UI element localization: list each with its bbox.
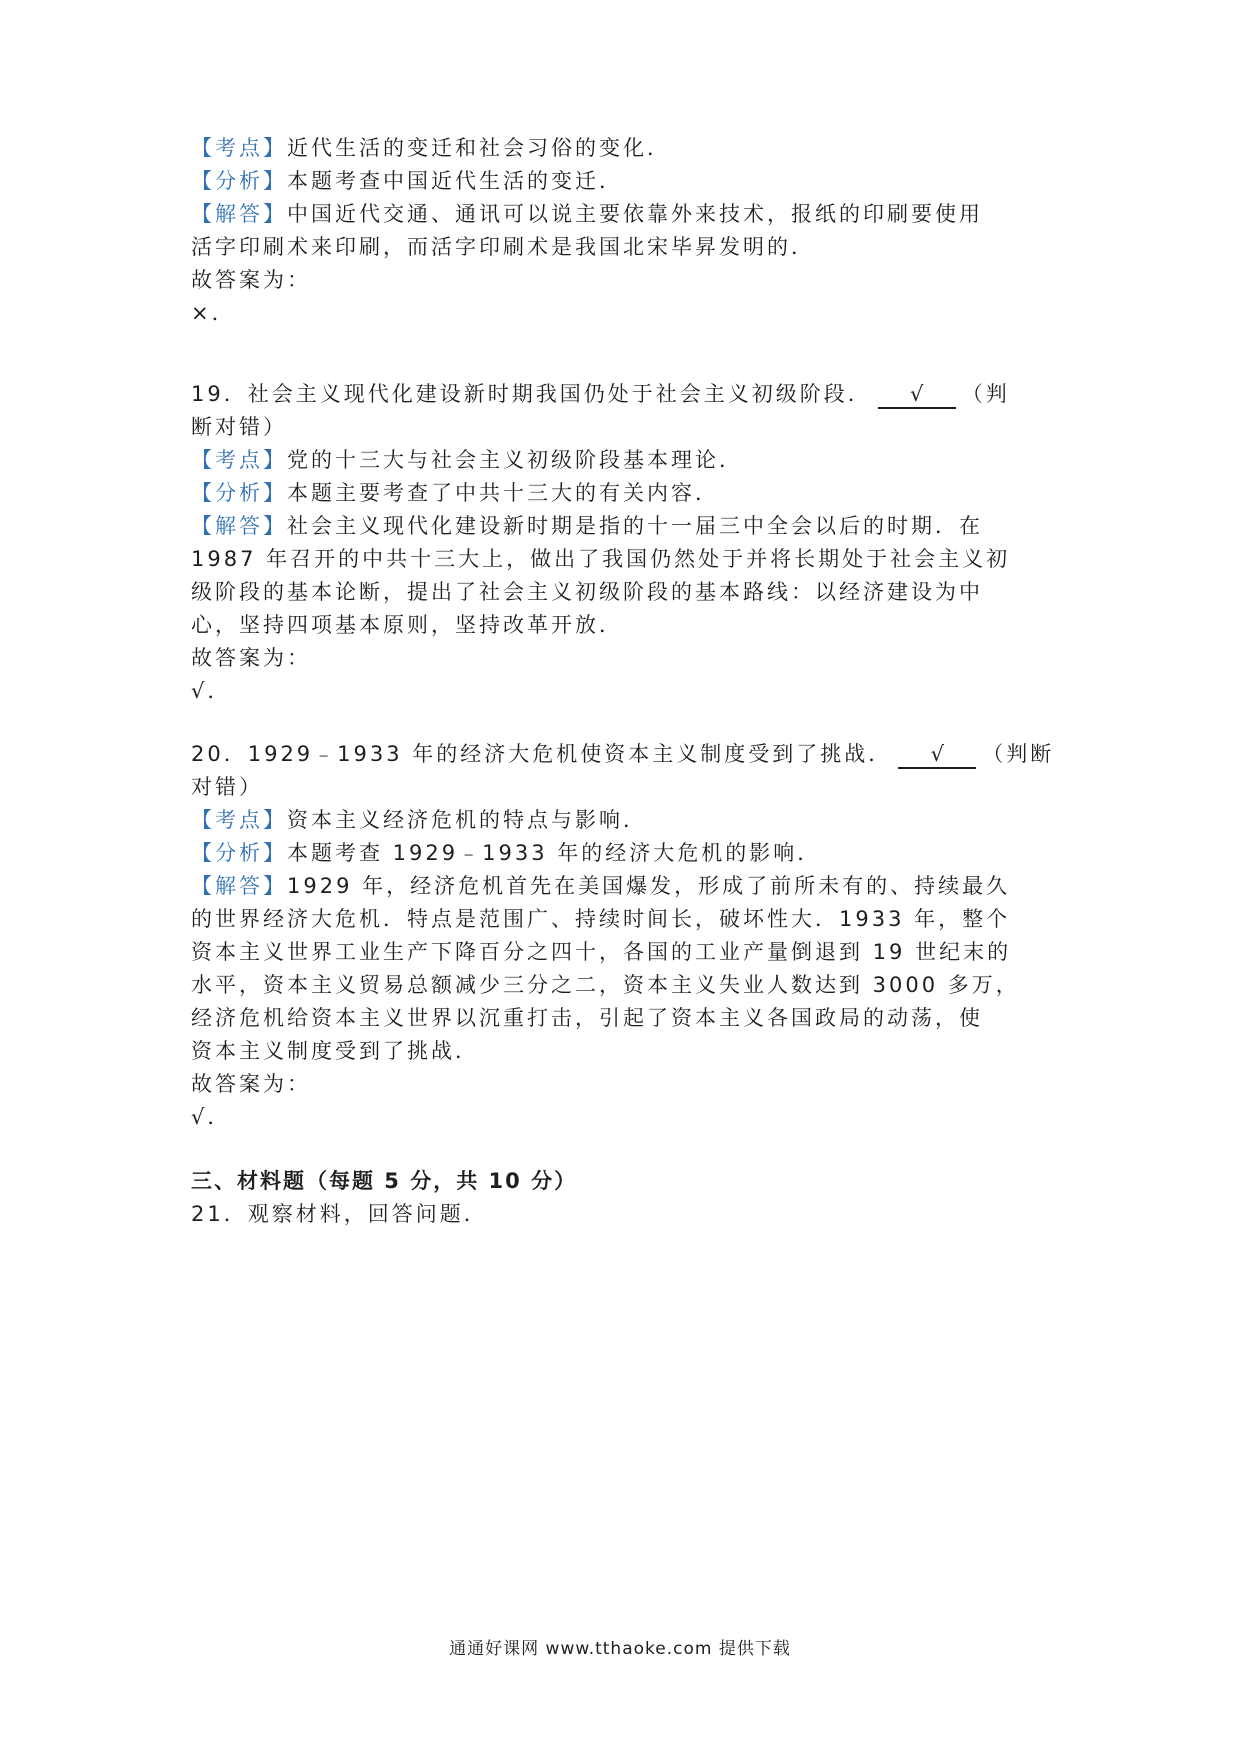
q19-judge-b: 断对错） <box>191 415 287 439</box>
page-footer: 通通好课网 www.tthaoke.com 提供下载 <box>449 1639 791 1659</box>
jieda-text: 1929 年，经济危机首先在美国爆发，形成了前所未有的、持续最久 <box>287 874 1011 898</box>
jieda-text: 中国近代交通、通讯可以说主要依靠外来技术，报纸的印刷要使用 <box>287 202 983 226</box>
q18-kaodian <box>191 132 1059 165</box>
q19-stem <box>191 378 1059 411</box>
q19-answer-blank: √ <box>878 381 956 409</box>
jieda-tag: 【解答】 <box>191 202 287 226</box>
q18-fenxi <box>191 165 1059 198</box>
jieda-tag: 【解答】 <box>191 514 287 538</box>
q20-jieda-line5: 经济危机给资本主义世界以沉重打击，引起了资本主义各国政局的动荡，使 <box>191 1006 983 1030</box>
fenxi-text: 本题考查中国近代生活的变迁． <box>287 169 623 193</box>
kaodian-tag: 【考点】 <box>191 136 287 160</box>
q20-answer-label: 故答案为： <box>191 1072 311 1096</box>
fenxi-text: 本题主要考查了中共十三大的有关内容． <box>287 481 719 505</box>
kaodian-tag: 【考点】 <box>191 808 287 832</box>
q18-answer-label: 故答案为： <box>191 268 311 292</box>
fenxi-tag: 【分析】 <box>191 169 287 193</box>
jieda-text: 社会主义现代化建设新时期是指的十一届三中全会以后的时期．在 <box>287 514 983 538</box>
q19-fenxi <box>191 477 1059 510</box>
q21-stem: 21．观察材料，回答问题． <box>191 1202 488 1226</box>
kaodian-tag: 【考点】 <box>191 448 287 472</box>
q20-fenxi <box>191 837 1059 870</box>
q19-answer: √． <box>191 679 232 703</box>
q19-judge-a: （判 <box>961 382 1010 406</box>
q20-stem <box>191 738 1059 771</box>
q18-answer: ×． <box>191 301 236 325</box>
q20-jieda-line3: 资本主义世界工业生产下降百分之四十，各国的工业产量倒退到 19 世纪末的 <box>191 940 1012 964</box>
fenxi-tag: 【分析】 <box>191 841 287 865</box>
kaodian-text: 资本主义经济危机的特点与影响． <box>287 808 647 832</box>
q20-jieda-line4: 水平，资本主义贸易总额减少三分之二，资本主义失业人数达到 3000 多万， <box>191 973 1020 997</box>
q19-answer-label: 故答案为： <box>191 646 311 670</box>
q19-stem-text: 19．社会主义现代化建设新时期我国仍处于社会主义初级阶段． <box>191 382 872 406</box>
q20-answer: √． <box>191 1105 232 1129</box>
kaodian-text: 近代生活的变迁和社会习俗的变化． <box>287 136 671 160</box>
q20-jieda <box>191 870 1059 903</box>
q19-kaodian <box>191 444 1059 477</box>
q19-jieda-line2: 1987 年召开的中共十三大上，做出了我国仍然处于并将长期处于社会主义初 <box>191 547 1011 571</box>
q18-jieda-line2: 活字印刷术来印刷，而活字印刷术是我国北宋毕昇发明的． <box>191 235 815 259</box>
jieda-tag: 【解答】 <box>191 874 287 898</box>
q19-jieda-line4: 心，坚持四项基本原则，坚持改革开放． <box>191 613 623 637</box>
q20-judge-a: （判断 <box>982 742 1055 766</box>
q20-kaodian <box>191 804 1059 837</box>
fenxi-text: 本题考查 1929﹣1933 年的经济大危机的影响． <box>287 841 822 865</box>
q19-jieda-line3: 级阶段的基本论断，提出了社会主义初级阶段的基本路线：以经济建设为中 <box>191 580 983 604</box>
section3-heading: 三、材料题（每题 5 分，共 10 分） <box>191 1169 578 1193</box>
q18-jieda <box>191 198 1059 231</box>
fenxi-tag: 【分析】 <box>191 481 287 505</box>
kaodian-text: 党的十三大与社会主义初级阶段基本理论． <box>287 448 743 472</box>
q20-judge-b: 对错） <box>191 775 263 799</box>
q20-answer-blank: √ <box>898 741 976 769</box>
q19-jieda <box>191 510 1059 543</box>
q20-jieda-line2: 的世界经济大危机．特点是范围广、持续时间长，破坏性大．1933 年，整个 <box>191 907 1011 931</box>
q20-jieda-line6: 资本主义制度受到了挑战． <box>191 1039 479 1063</box>
q20-stem-text: 20．1929﹣1933 年的经济大危机使资本主义制度受到了挑战． <box>191 742 893 766</box>
